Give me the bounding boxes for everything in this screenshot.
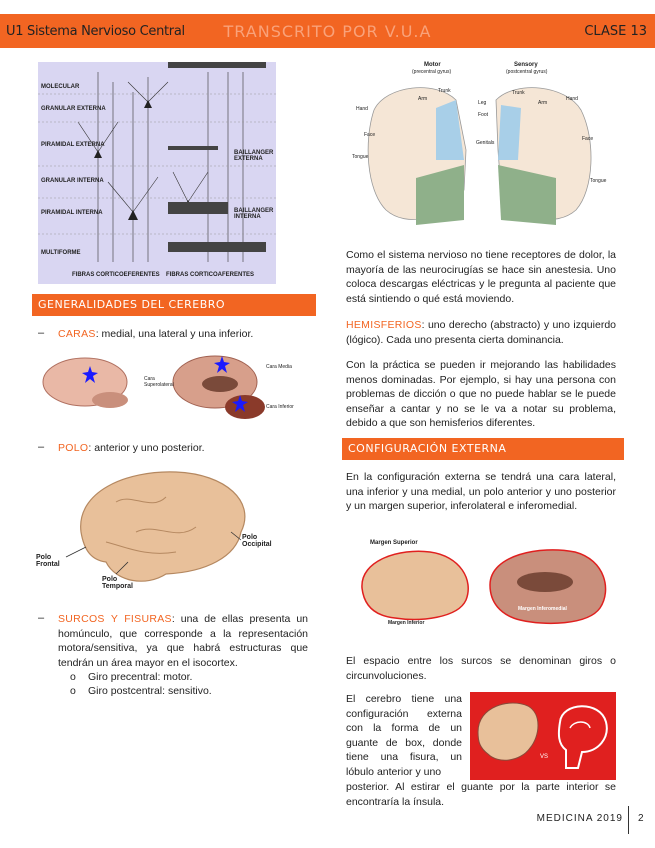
margins-figure (350, 540, 618, 628)
paragraph-configuracion: En la configuración externa se tendrá una cara lateral, una inferior y una medial, un polo anterior y uno posterior y un margen superior, inferolateral e inferomedial. (346, 471, 616, 513)
homunculus-figure (346, 60, 626, 232)
layer-label: MULTIFORME (41, 250, 81, 256)
header-center: TRANSCRITO POR V.U.A (223, 22, 432, 41)
sub-item-precentral: Giro precentral: motor. (88, 671, 193, 683)
hemisferios-label: HEMISFERIOS (346, 319, 422, 331)
paragraph-anestesia: Como el sistema nervioso no tiene receptores de dolor, la mayoría de las neurocirugías se hace sin anestesia. Uno coloca descargas eléctricas y le pregunta al paciente que está sintiendo o qué está moviendo. (346, 249, 616, 305)
layer-label: MOLECULAR (41, 84, 80, 90)
header-bar (0, 14, 655, 48)
margen-inferomedial-label: Margen Inferomedial (518, 606, 567, 612)
margen-superior-label: Margen Superior (370, 540, 418, 546)
polo-brain-drawing (36, 462, 292, 590)
motor-label: Motor (424, 62, 441, 68)
afferent-fibers-label: FIBRAS CORTICOAFERENTES (166, 272, 255, 278)
homunculus-label: Face (364, 132, 376, 138)
glove-vs-label: VS (540, 754, 549, 760)
polo-occipital-label: Polo Occipital (242, 534, 272, 548)
efferent-fibers-label: FIBRAS CORTICOEFERENTES (72, 272, 160, 278)
caras-text: : medial, una lateral y una inferior. (95, 328, 254, 340)
homunculus-label: Tongue (352, 154, 369, 160)
margen-inferior-label: Margen Inferior (388, 620, 425, 626)
motor-sub-label: (precentral gyrus) (412, 69, 452, 75)
baillanger-internal-label: BAILLANGER INTERNA (234, 208, 274, 220)
margins-brain-drawing (350, 540, 618, 628)
sensory-sub-label: (postcentral gyrus) (506, 69, 548, 75)
sub-bullet: o (70, 671, 76, 683)
polo-text: : anterior y uno posterior. (88, 442, 205, 454)
sub-item-postcentral: Giro postcentral: sensitivo. (88, 685, 212, 697)
boxing-glove-figure (470, 692, 616, 780)
sub-bullet: o (70, 685, 76, 697)
homunculus-drawing (346, 60, 626, 232)
surcos-text: : una de ellas presenta un homúnculo, que corresponde a la representación motora/sensitiva, ya que habrá estructuras que tendrán un área mayor en el isocortex. (58, 613, 309, 669)
header-right: CLASE 13 (584, 24, 647, 39)
paragraph-practica: Con la práctica se pueden ir mejorando las habilidades menos dominadas. Por ejemplo, si hay una persona con problemas de dicción o que no puede hablar se le puede enseñar a cantar y no se le va a notar su problema, debido a que son hemisferios diferentes. (346, 359, 616, 430)
polo-item (58, 441, 318, 456)
surcos-item (58, 612, 308, 670)
homunculus-label: Trunk (512, 90, 525, 96)
polo-figure (36, 462, 292, 590)
footer-label: MEDICINA 2019 (536, 813, 623, 824)
cara-superolateral-label: Cara Superolateral (144, 376, 174, 388)
polo-label: POLO (58, 442, 89, 454)
homunculus-label: Hand (356, 106, 368, 112)
cara-media-label: Cara Media (266, 364, 292, 370)
header-left: U1 Sistema Nervioso Central (6, 24, 185, 39)
surcos-label: SURCOS Y FISURAS (58, 613, 172, 625)
paragraph-giros: El espacio entre los surcos se denominan giros o circunvoluciones. (346, 655, 616, 682)
cara-inferior-label: Cara Inferior (266, 404, 294, 410)
homunculus-label: Genitals (476, 140, 495, 146)
homunculus-label: Trunk (438, 88, 451, 94)
page-number: 2 (638, 813, 644, 824)
homunculus-label: Foot (478, 112, 489, 118)
polo-frontal-label: Polo Frontal (36, 554, 60, 568)
baillanger-external-label: BAILLANGER EXTERNA (234, 150, 274, 162)
polo-temporal-label: Polo Temporal (102, 576, 133, 590)
paragraph-guante-a: El cerebro tiene una configuración externa con la forma de un guante de box, donde tiene una fisura, un lóbulo anterior y uno (346, 693, 462, 778)
homunculus-label: Face (582, 136, 594, 142)
homunculus-label: Arm (418, 96, 428, 102)
homunculus-label: Tongue (590, 178, 607, 184)
caras-figure (40, 352, 312, 426)
hemisferios-paragraph (346, 318, 616, 347)
hemisferios-text: : uno derecho (abstracto) y uno izquierdo (lógico). Cada uno presenta cierta dominancia. (346, 319, 616, 346)
caras-label: CARAS (58, 328, 96, 340)
config-externa-heading: CONFIGURACIÓN EXTERNA (342, 438, 624, 460)
footer-divider (628, 806, 629, 834)
list-dash: – (38, 327, 45, 339)
glove-drawing (470, 692, 616, 780)
sensory-label: Sensory (514, 62, 538, 68)
layer-label: PIRAMIDAL EXTERNA (41, 142, 105, 148)
homunculus-label: Arm (538, 100, 548, 106)
homunculus-label: Hand (566, 96, 578, 102)
cortex-layers-figure (38, 62, 276, 284)
layer-label: GRANULAR EXTERNA (41, 106, 106, 112)
list-dash: – (38, 612, 45, 624)
layer-label: PIRAMIDAL INTERNA (41, 210, 103, 216)
homunculus-label: Leg (478, 100, 487, 106)
paragraph-guante-b: posterior. Al estirar el guante por la parte interior se encontraría la ínsula. (346, 781, 616, 808)
caras-item (58, 327, 318, 342)
list-dash: – (38, 441, 45, 453)
generalidades-heading: GENERALIDADES DEL CEREBRO (32, 294, 316, 316)
layer-label: GRANULAR INTERNA (41, 178, 104, 184)
